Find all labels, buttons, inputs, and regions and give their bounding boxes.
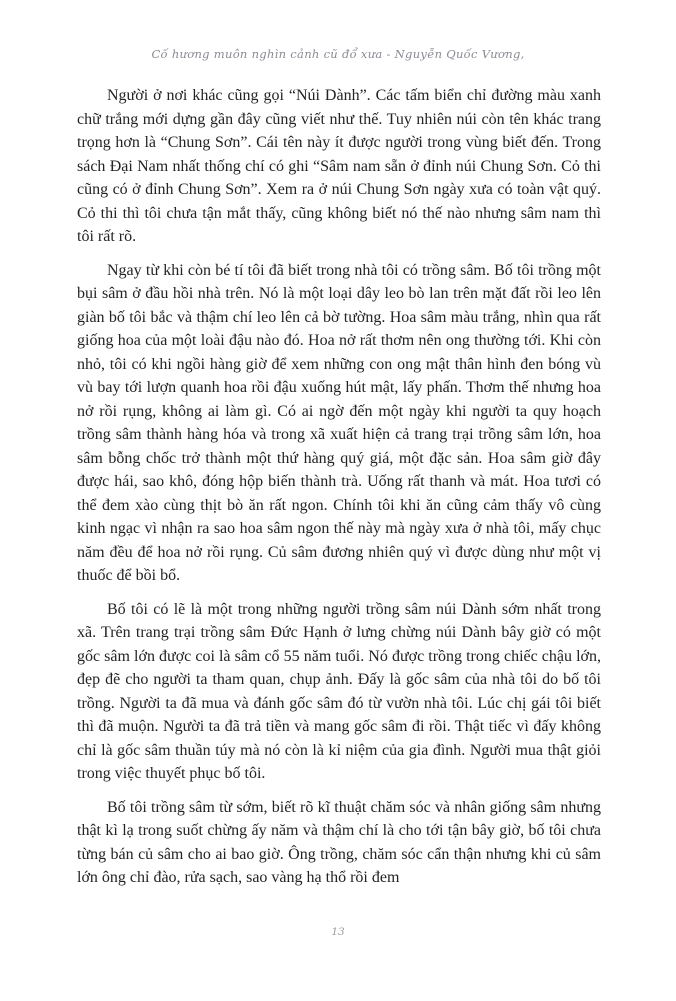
body-paragraph-2: Ngay từ khi còn bé tí tôi đã biết trong nhà tôi có trồng sâm. Bố tôi trồng một bụi sâm ở đầu hồi nhà trên. Nó là một loại dây leo bò lan trên mặt đất rồi leo lên giàn bố tôi bắc và thậm chí leo lên cả bờ tường. Hoa sâm màu trắng, nhìn qua rất giống hoa của một loài đậu nào đó. Hoa nở rất thơm nên ong thường tới. Khi còn nhỏ, tôi có khi ngồi hàng giờ để xem những con ong mật thân hình đen bóng vù vù bay tới lượn quanh hoa rồi đậu xuống hút mật, lấy phấn. Thơm thế nhưng hoa nở rồi rụng, không ai làm gì. Có ai ngờ đến một ngày khi người ta quy hoạch trồng sâm thành hàng hóa và trong xã xuất hiện cả trang trại trồng sâm lớn, hoa sâm bỗng chốc trở thành một thứ hàng quý giá, một đặc sản. Hoa sâm giờ đây được hái, sao khô, đóng hộp biến thành trà. Uống rất thanh và mát. Hoa tươi có thể đem xào cùng thịt bò ăn rất ngon. Chính tôi khi ăn cũng cảm thấy vô cùng kinh ngạc vì nhận ra sao hoa sâm ngon thế này mà ngày xưa ở nhà tôi, mấy chục năm đều để hoa nở rồi rụng. Củ sâm đương nhiên quý vì được dùng như một vị thuốc để bồi bổ. — [77, 261, 601, 584]
running-header: Cố hương muôn nghìn cảnh cũ đổ xưa - Nguyễn Quốc Vương, — [151, 47, 525, 61]
body-paragraph-4: Bố tôi trồng sâm từ sớm, biết rõ kĩ thuật chăm sóc và nhân giống sâm nhưng thật kì lạ trong suốt chừng ấy năm và thậm chí là cho tới tận bây giờ, bố tôi chưa từng bán củ sâm cho ai bao giờ. Ông trồng, chăm sóc cẩn thận nhưng khi củ sâm lớn ông chỉ đào, rửa sạch, sao vàng hạ thổ rồi đem — [77, 798, 601, 886]
body-paragraph-3: Bố tôi có lẽ là một trong những người trồng sâm núi Dành sớm nhất trong xã. Trên trang trại trồng sâm Đức Hạnh ở lưng chừng núi Dành bây giờ có một gốc sâm lớn được coi là sâm cổ 55 năm tuổi. Nó được trồng trong chiếc chậu lớn, đẹp đẽ cho người ta tham quan, chụp ảnh. Đấy là gốc sâm của nhà tôi do bố tôi trồng. Người ta đã mua và đánh gốc sâm đó từ vườn nhà tôi. Lúc chị gái tôi biết thì đã muộn. Người ta đã trả tiền và mang gốc sâm đi rồi. Thật tiếc vì đấy không chỉ là gốc sâm thuần túy mà nó còn là kỉ niệm của gia đình. Người mua thật giỏi trong việc thuyết phục bố tôi. — [77, 600, 601, 782]
page-content — [77, 84, 601, 900]
page-number: 13 — [331, 926, 345, 938]
body-paragraph-1: Người ở nơi khác cũng gọi “Núi Dành”. Các tấm biển chỉ đường màu xanh chữ trắng mới dựng gần đây cũng viết như thế. Tuy nhiên núi còn tên khác trang trọng hơn là “Chung Sơn”. Cái tên này ít được người trong vùng biết đến. Trong sách Đại Nam nhất thống chí có ghi “Sâm nam sẵn ở đỉnh núi Chung Sơn. Cỏ thi cũng có ở đỉnh Chung Sơn”. Xem ra ở núi Chung Sơn ngày xưa có toàn vật quý. Cỏ thi thì tôi chưa tận mắt thấy, cũng không biết nó thế nào nhưng sâm nam thì tôi rất rõ. — [77, 87, 601, 245]
